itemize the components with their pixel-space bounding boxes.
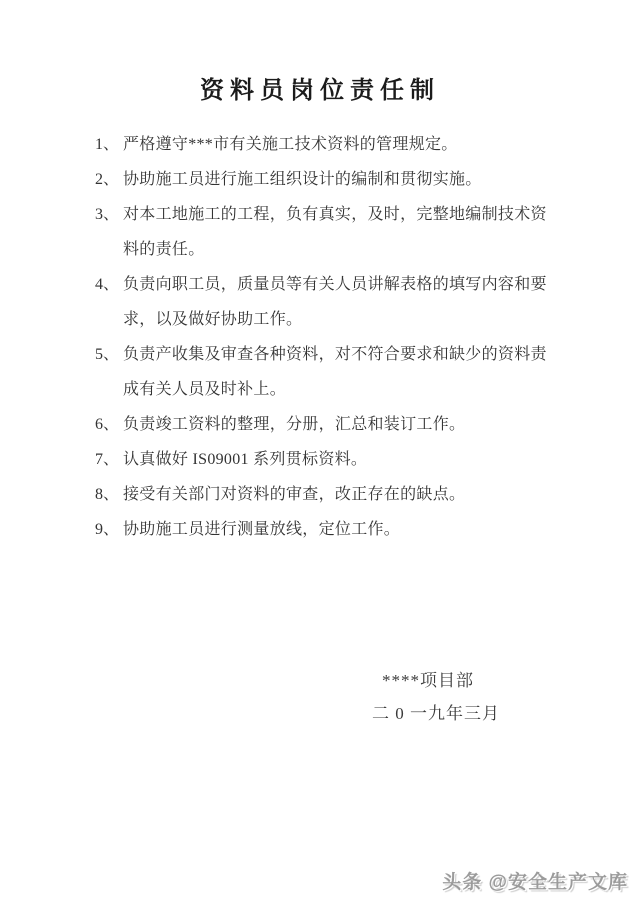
list-item-number: 8、 <box>95 486 120 503</box>
list-item-continuation <box>95 302 580 337</box>
list-item-number: 1、 <box>95 136 120 153</box>
list-item-text: 认真做好 IS09001 系列贯标资料。 <box>123 451 368 468</box>
list-item-number: 2、 <box>95 171 120 188</box>
signature-date: 二 0 一九年三月 <box>372 704 500 723</box>
list-item <box>95 197 580 232</box>
list-item-number: 5、 <box>95 346 120 363</box>
list-item-number: 9、 <box>95 521 120 538</box>
list-item <box>95 512 580 547</box>
list-item-text: 求，以及做好协助工作。 <box>123 311 303 328</box>
list-item-number: 3、 <box>95 206 120 223</box>
list-item <box>95 267 580 302</box>
list-item-text: 严格遵守***市有关施工技术资料的管理规定。 <box>123 136 458 153</box>
list-item-text: 对本工地施工的工程，负有真实，及时，完整地编制技术资 <box>123 206 547 223</box>
list-item-text: 负责竣工资料的整理，分册，汇总和装订工作。 <box>123 416 466 433</box>
list-item-continuation <box>95 372 580 407</box>
signature-block <box>372 664 500 730</box>
list-item-text: 负责产收集及审查各种资料，对不符合要求和缺少的资料责 <box>123 346 547 363</box>
list-item <box>95 162 580 197</box>
list-item-number: 7、 <box>95 451 120 468</box>
responsibility-list <box>0 127 640 547</box>
list-item <box>95 407 580 442</box>
document-title: 资料员岗位责任制 <box>200 78 440 104</box>
list-item <box>95 477 580 512</box>
list-item <box>95 127 580 162</box>
watermark: 头条 @安全生产文库 <box>442 872 628 893</box>
list-item <box>95 337 580 372</box>
list-item <box>95 442 580 477</box>
signature-organization: ****项目部 <box>382 671 474 690</box>
list-item-text: 协助施工员进行施工组织设计的编制和贯彻实施。 <box>123 171 482 188</box>
list-item-continuation <box>95 232 580 267</box>
list-item-text: 料的责任。 <box>123 241 205 258</box>
list-item-number: 6、 <box>95 416 120 433</box>
list-item-text: 负责向职工员，质量员等有关人员讲解表格的填写内容和要 <box>123 276 547 293</box>
list-item-text: 成有关人员及时补上。 <box>123 381 287 398</box>
list-item-number: 4、 <box>95 276 120 293</box>
list-item-text: 接受有关部门对资料的审查，改正存在的缺点。 <box>123 486 466 503</box>
list-item-text: 协助施工员进行测量放线，定位工作。 <box>123 521 401 538</box>
